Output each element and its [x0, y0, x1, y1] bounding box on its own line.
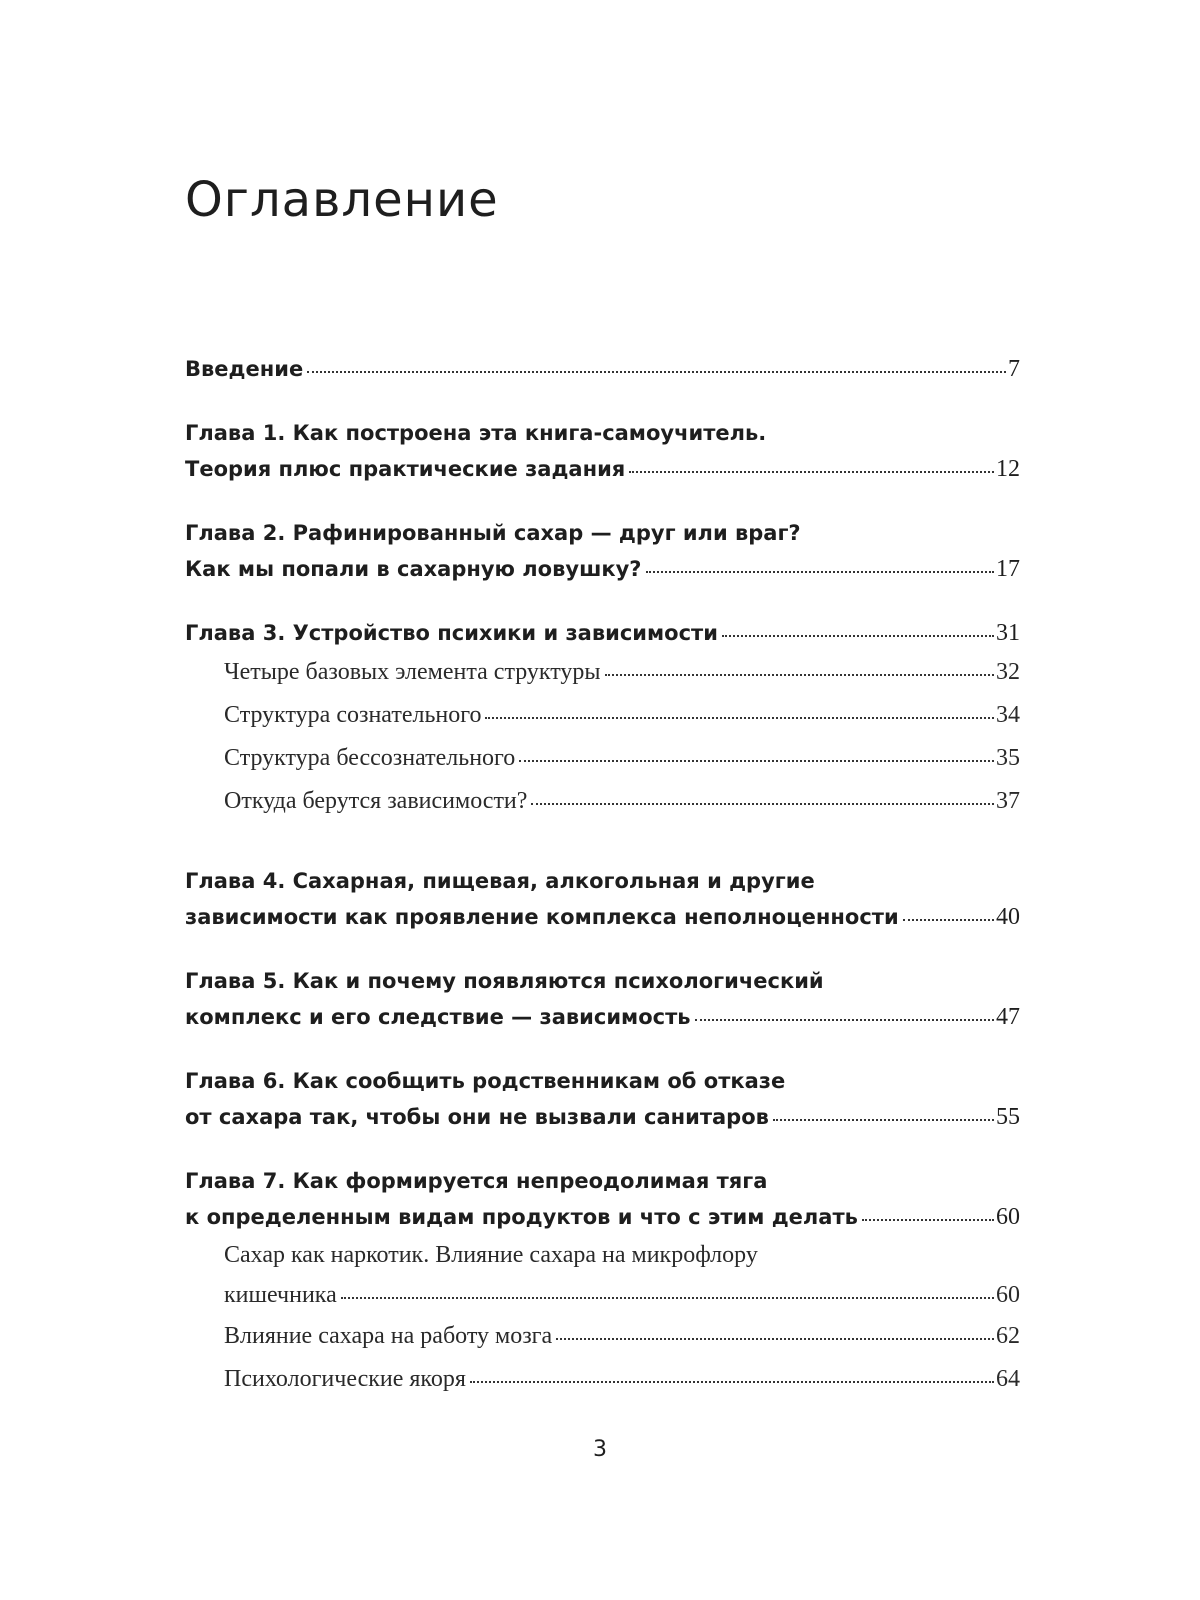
toc-section-3-2[interactable] — [224, 694, 1020, 737]
dot-leader — [531, 803, 994, 805]
page-ref: 60 — [996, 1204, 1020, 1230]
dot-leader — [556, 1338, 994, 1340]
toc-entry-chapter-1[interactable] — [185, 415, 1020, 487]
entry-title: Введение — [185, 357, 304, 381]
toc-entry-chapter-6[interactable] — [185, 1063, 1020, 1135]
entry-title-line-1: Глава 5. Как и почему появляются психологический — [185, 969, 824, 993]
page-ref: 47 — [996, 1004, 1020, 1030]
toc-entry-chapter-5[interactable] — [185, 963, 1020, 1035]
dot-leader — [722, 635, 994, 637]
toc-entry-chapter-2[interactable] — [185, 515, 1020, 587]
page-ref: 31 — [996, 620, 1020, 646]
table-of-contents — [185, 351, 1020, 1401]
page-ref: 55 — [996, 1104, 1020, 1130]
dot-leader — [695, 1019, 994, 1021]
entry-title: Глава 3. Устройство психики и зависимости — [185, 621, 718, 645]
page-ref: 62 — [996, 1323, 1020, 1349]
section-title: Откуда берутся зависимости? — [224, 788, 528, 814]
entry-title-line-2: зависимости как проявление комплекса неполноценности — [185, 905, 899, 929]
section-title: Психологические якоря — [224, 1366, 466, 1392]
entry-title-line-2: к определенным видам продуктов и что с этим делать — [185, 1205, 858, 1229]
section-title: Четыре базовых элемента структуры — [224, 659, 601, 685]
toc-section-3-1[interactable] — [224, 651, 1020, 694]
toc-section-7-2[interactable] — [224, 1315, 1020, 1358]
toc-section-3-3[interactable] — [224, 737, 1020, 780]
toc-section-7-3[interactable] — [224, 1358, 1020, 1401]
entry-title-line-1: Глава 4. Сахарная, пищевая, алкогольная и другие — [185, 869, 815, 893]
page-ref: 17 — [996, 556, 1020, 582]
dot-leader — [862, 1219, 994, 1221]
page-ref: 37 — [996, 788, 1020, 814]
page-ref: 32 — [996, 659, 1020, 685]
section-title: Структура сознательного — [224, 702, 482, 728]
dot-leader — [605, 674, 994, 676]
dot-leader — [646, 571, 995, 573]
dot-leader — [470, 1381, 994, 1383]
section-title: Структура бессознательного — [224, 745, 516, 771]
section-title-line-1: Сахар как наркотик. Влияние сахара на микрофлору — [224, 1242, 758, 1268]
page-title: Оглавление — [185, 172, 499, 228]
dot-leader — [341, 1297, 994, 1299]
page-ref: 7 — [1008, 356, 1020, 382]
dot-leader — [307, 371, 1006, 373]
section-title-line-2: кишечника — [224, 1282, 337, 1308]
section-title: Влияние сахара на работу мозга — [224, 1323, 553, 1349]
toc-section-3-4[interactable] — [224, 780, 1020, 823]
entry-title-line-1: Глава 1. Как построена эта книга-самоучитель. — [185, 421, 767, 445]
toc-entry-chapter-4[interactable] — [185, 863, 1020, 935]
entry-title-line-2: комплекс и его следствие — зависимость — [185, 1005, 691, 1029]
entry-title-line-2: от сахара так, чтобы они не вызвали санитаров — [185, 1105, 769, 1129]
dot-leader — [903, 919, 994, 921]
dot-leader — [629, 471, 994, 473]
page-ref: 12 — [996, 456, 1020, 482]
entry-title-line-2: Теория плюс практические задания — [185, 457, 626, 481]
entry-title-line-2: Как мы попали в сахарную ловушку? — [185, 557, 642, 581]
toc-entry-introduction[interactable] — [185, 351, 1020, 387]
dot-leader — [485, 717, 994, 719]
entry-title-line-1: Глава 6. Как сообщить родственникам об отказе — [185, 1069, 786, 1093]
page-ref: 34 — [996, 702, 1020, 728]
toc-entry-chapter-3[interactable] — [185, 615, 1020, 651]
toc-entry-chapter-7[interactable] — [185, 1163, 1020, 1235]
page-ref: 35 — [996, 745, 1020, 771]
toc-section-7-1[interactable] — [224, 1235, 1020, 1315]
page-ref: 60 — [996, 1282, 1020, 1308]
page-ref: 64 — [996, 1366, 1020, 1392]
entry-title-line-1: Глава 7. Как формируется непреодолимая тяга — [185, 1169, 768, 1193]
dot-leader — [519, 760, 994, 762]
dot-leader — [773, 1119, 994, 1121]
page-ref: 40 — [996, 904, 1020, 930]
page-number: 3 — [593, 1437, 607, 1462]
entry-title-line-1: Глава 2. Рафинированный сахар — друг или враг? — [185, 521, 801, 545]
